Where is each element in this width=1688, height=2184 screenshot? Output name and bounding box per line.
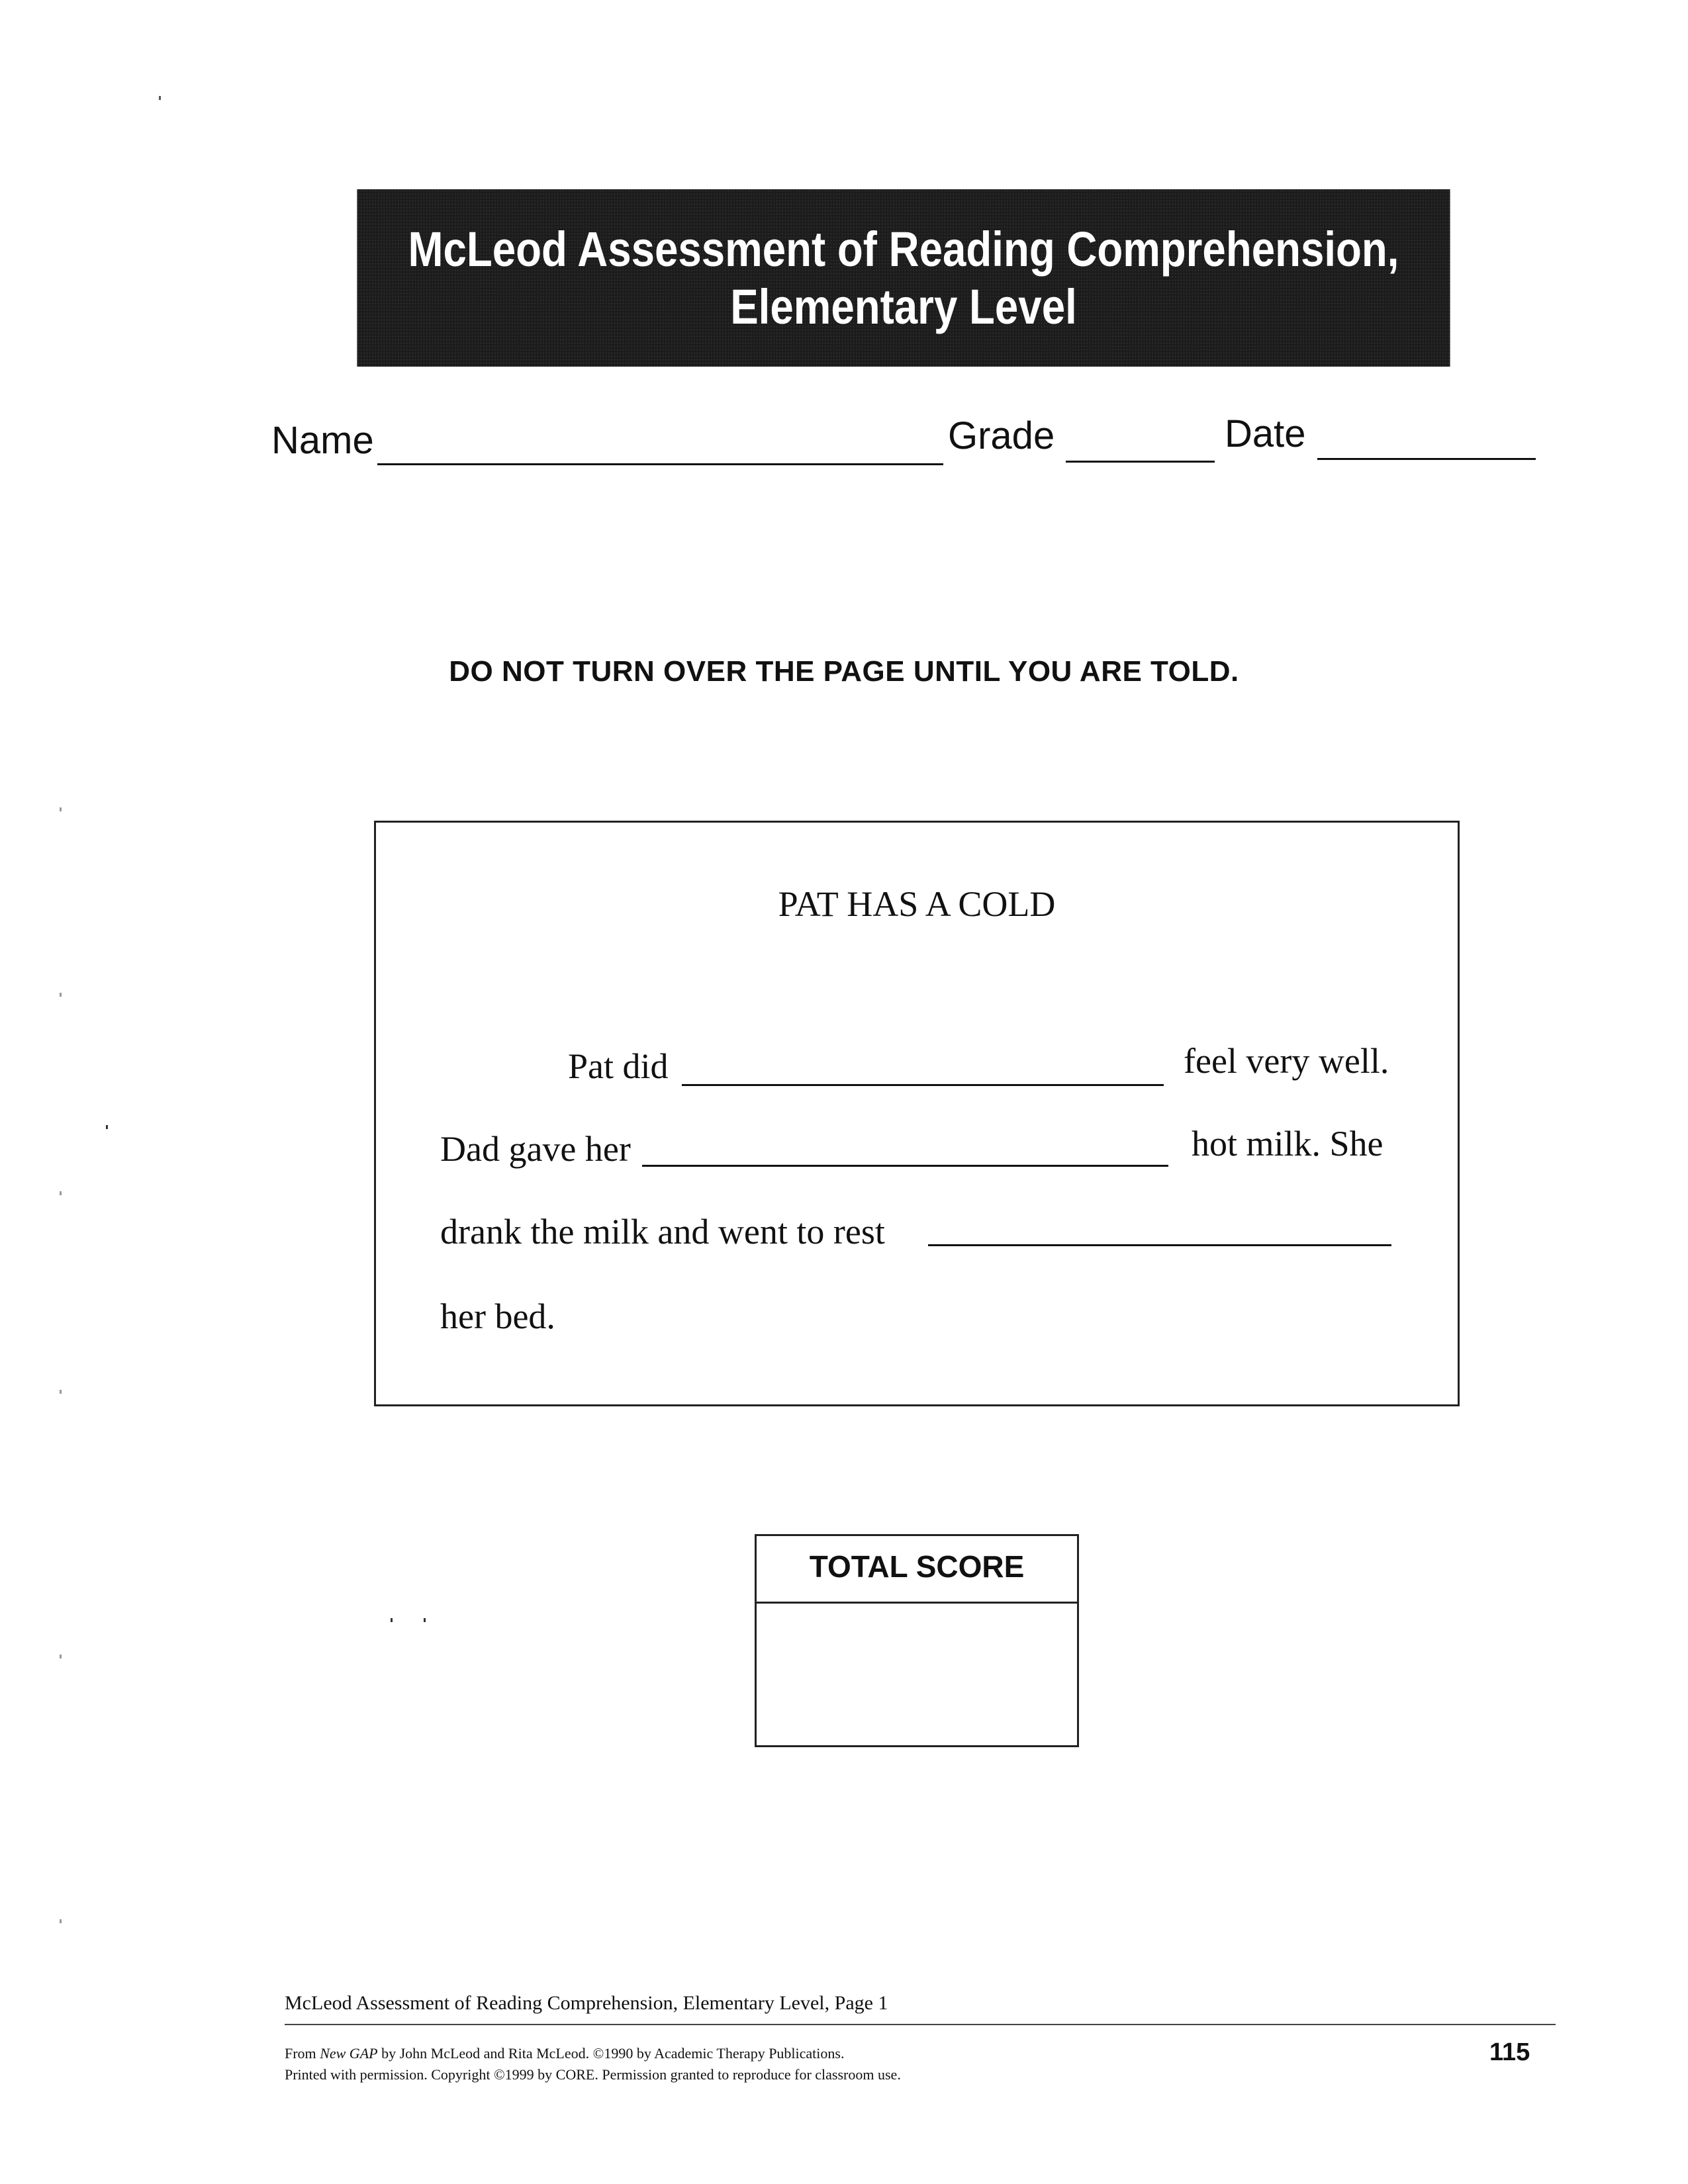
passage-line-2-start: Dad gave her: [440, 1129, 631, 1169]
passage-line-1-end: feel very well.: [1184, 1041, 1389, 1081]
score-divider: [755, 1602, 1079, 1604]
blank-1[interactable]: [682, 1084, 1164, 1086]
scan-speck: [60, 1919, 62, 1923]
footer-credit-line-1: [285, 2045, 844, 2062]
blank-3[interactable]: [928, 1244, 1391, 1246]
passage-line-1-start: Pat did: [568, 1046, 669, 1086]
total-score-label: TOTAL SCORE: [809, 1549, 1025, 1584]
name-label: Name: [271, 419, 374, 462]
scan-speck: [106, 1125, 108, 1129]
scan-speck: [159, 96, 161, 100]
scan-speck: [424, 1618, 426, 1622]
scan-speck: [60, 1191, 62, 1195]
passage-title: PAT HAS A COLD: [778, 884, 1056, 924]
grade-label: Grade: [948, 414, 1055, 457]
total-score-field[interactable]: [758, 1607, 1076, 1743]
scan-speck: [60, 1655, 62, 1659]
date-label: Date: [1225, 412, 1306, 455]
grade-field[interactable]: [1066, 461, 1215, 463]
scan-speck: [60, 993, 62, 997]
title-line-1: McLeod Assessment of Reading Comprehension,: [408, 221, 1399, 277]
blank-2[interactable]: [642, 1165, 1168, 1167]
scan-speck: [391, 1618, 393, 1622]
footer-rule: [285, 2024, 1556, 2025]
credit-prefix: From: [285, 2045, 320, 2062]
title-banner: [357, 189, 1450, 367]
scan-speck: [60, 807, 62, 811]
passage-line-2-end: hot milk. She: [1192, 1124, 1383, 1163]
title-line-2: Elementary Level: [730, 279, 1077, 334]
credit-line-1-rest: by John McLeod and Rita McLeod. ©1990 by Academic Therapy Publications.: [377, 2045, 845, 2062]
footer-credit-line-2: Printed with permission. Copyright ©1999 by CORE. Permission granted to reproduce for classroom use.: [285, 2066, 901, 2083]
instruction-text: DO NOT TURN OVER THE PAGE UNTIL YOU ARE TOLD.: [449, 655, 1239, 688]
credit-book-title: New GAP: [320, 2045, 378, 2062]
passage-line-3-start: drank the milk and went to rest: [440, 1212, 885, 1251]
date-field[interactable]: [1317, 458, 1536, 460]
footer-page-title: McLeod Assessment of Reading Comprehension, Elementary Level, Page 1: [285, 1992, 888, 2014]
scan-speck: [60, 1390, 62, 1394]
page-number: 115: [1489, 2038, 1530, 2066]
passage-line-4: her bed.: [440, 1297, 555, 1336]
name-field[interactable]: [377, 463, 943, 465]
